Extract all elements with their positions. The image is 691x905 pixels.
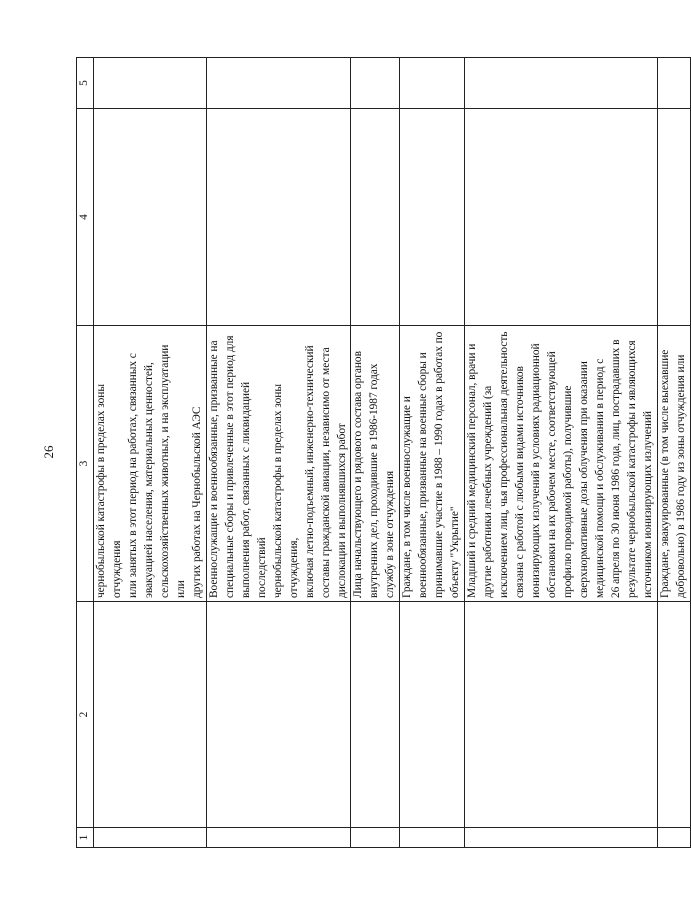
cell-col5 <box>465 58 658 109</box>
cell-col2 <box>93 602 206 828</box>
category-text: Граждане, эвакуированные (в том числе выехавшие добровольно) в 1986 году из зоны отчуждения или <box>657 326 690 602</box>
cell-col5 <box>400 58 465 109</box>
column-header-3: 3 <box>77 326 94 602</box>
column-header-5: 5 <box>77 58 94 109</box>
column-header-2: 2 <box>77 602 94 828</box>
table-row <box>465 58 658 848</box>
cell-col1 <box>400 828 465 848</box>
cell-col1 <box>93 828 206 848</box>
cell-col1 <box>657 828 690 848</box>
category-text: Граждане, в том числе военнослужащие и военнообязанные, призванные на военные сборы и принимавшие участие в 1988 – 1990 годах в работах по объекту "Укрытие" <box>400 326 465 602</box>
cell-col5 <box>206 58 351 109</box>
cell-col2 <box>206 602 351 828</box>
cell-col4 <box>206 109 351 326</box>
cell-col2 <box>351 602 400 828</box>
rotated-table-sheet <box>76 58 687 848</box>
category-text: чернобыльской катастрофы в пределах зоны отчуждения или занятых в этот период на работах, связанных с эвакуацией населения, материальных ценностей, сельскохозяйственных животных, и на эксплуатации или других работах на Чернобыльской АЭС <box>93 326 206 602</box>
cell-col5 <box>657 58 690 109</box>
cell-col4 <box>400 109 465 326</box>
cell-col1 <box>351 828 400 848</box>
cell-col4 <box>657 109 690 326</box>
cell-col2 <box>657 602 690 828</box>
column-header-1: 1 <box>77 828 94 848</box>
cell-col4 <box>93 109 206 326</box>
cell-col2 <box>400 602 465 828</box>
table-row <box>93 58 206 848</box>
cell-col1 <box>465 828 658 848</box>
cell-col5 <box>351 58 400 109</box>
category-text: Лица начальствующего и рядового состава органов внутренних дел, проходившие в 1986-1987 годах службу в зоне отчуждения <box>351 326 400 602</box>
table-header-row <box>77 58 94 848</box>
category-text: Младший и средний медицинский персонал, врачи и другие работники лечебных учреждений (за исключением лиц, чья профессиональная деятельность связана с работой с любыми видами источников ионизирующих излучений в условиях радиационной обстановки на их рабочем месте, соответствующей профилю проводимой работы), получившие сверхнормативные дозы облучения при оказании медицинской помощи и обслуживании в период с 26 апреля по 30 июня 1986 года, лиц, пострадавших в результате чернобыльской катастрофы и являющихся источником ионизирующих излучений <box>465 326 658 602</box>
column-header-4: 4 <box>77 109 94 326</box>
cell-col1 <box>206 828 351 848</box>
table-row <box>206 58 351 848</box>
cell-col5 <box>93 58 206 109</box>
cell-col2 <box>465 602 658 828</box>
table-row <box>400 58 465 848</box>
cell-col4 <box>351 109 400 326</box>
page-number: 26 <box>41 445 56 459</box>
table-row <box>657 58 690 848</box>
categories-table <box>76 57 691 848</box>
category-text: Военнослужащие и военнообязанные, призванные на специальные сборы и привлеченные в этот период для выполнения работ, связанных с ликвидацией последствий чернобыльской катастрофы в пределах зоны отчуждения, включая летно-подъемный, инженерно-технический составы гражданской авиации, независимо от места дислокации и выполнявшихся работ <box>206 326 351 602</box>
table-row <box>351 58 400 848</box>
cell-col4 <box>465 109 658 326</box>
